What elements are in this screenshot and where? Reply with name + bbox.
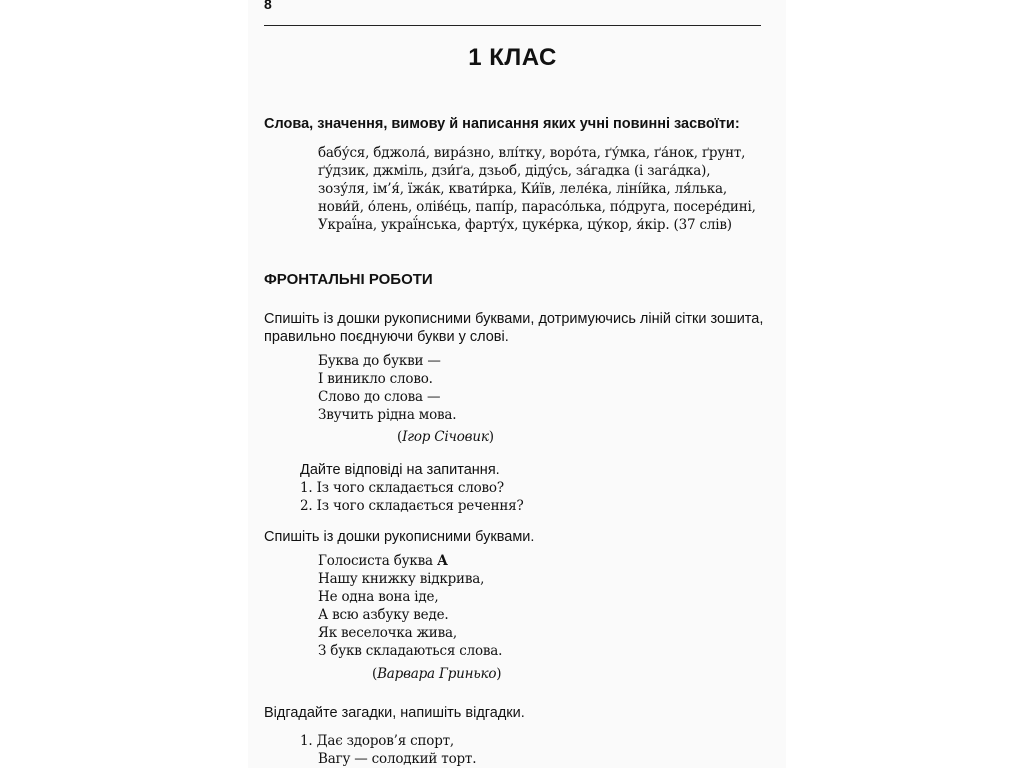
words-heading: Слова, значення, вимову й написання яких учні повинні засвоїти: [264, 116, 740, 132]
section-title: ФРОНТАЛЬНІ РОБОТИ [264, 271, 433, 288]
task3-instruction: Спишіть із дошки рукописними буквами. [264, 529, 535, 545]
poem-line: З букв складаються слова. [318, 643, 503, 659]
poem-line: Як веселочка жива, [318, 625, 457, 641]
words-line: бабу́ся, бджола́, вира́зно, влі́тку, воро́та, ґу́мка, ґа́нок, ґрунт, [318, 145, 746, 161]
poem-author: (Ігор Січовик) [397, 429, 494, 445]
task4-instruction: Відгадайте загадки, напишіть відгадки. [264, 705, 525, 721]
question-item: 2. Із чого складається речення? [300, 498, 524, 514]
question-item: 1. Із чого складається слово? [300, 480, 504, 496]
words-line: нови́й, о́лень, олів́е́ць, папі́р, парасо́лька, по́друга, посере́дині, [318, 199, 756, 215]
poem-line: А всю азбуку веде. [318, 607, 449, 623]
author-name: Варвара Гринько [377, 666, 497, 682]
header-rule [264, 25, 761, 26]
author-name: Ігор Січовик [402, 429, 489, 445]
poem-line-text: Голосиста буква [318, 553, 437, 569]
riddle-line: Вагу — солодкий торт. [318, 751, 477, 767]
task1-instruction: правильно поєднуючи букви у слові. [264, 329, 509, 345]
bold-letter: А [436, 553, 448, 569]
riddle-line: 1. Дає здоров’я спорт, [300, 733, 455, 749]
poem-line: Звучить рідна мова. [318, 407, 457, 423]
poem-line: Буква до букви — [318, 353, 441, 369]
poem-line: Слово до слова — [318, 389, 441, 405]
words-line: Украї́на, украї́нська, фарту́х, цуке́рка, цу́кор, я́кір. (37 слів) [318, 217, 732, 233]
task2-instruction: Дайте відповіді на запитання. [300, 462, 500, 478]
words-line: ґу́дзик, джміль, дзи́ґа, дзьоб, діду́сь, за́гадка (і зага́дка), [318, 163, 711, 179]
poem-line: Не одна вона іде, [318, 589, 439, 605]
page-title: 1 КЛАС [468, 44, 557, 71]
poem-line: Нашу книжку відкрива, [318, 571, 485, 587]
poem-line: І виникло слово. [318, 371, 433, 387]
words-line: зозу́ля, ім’я́, їжа́к, квати́рка, Ки́їв, леле́ка, ліні́йка, ля́лька, [318, 181, 727, 197]
task1-instruction: Спишіть із дошки рукописними буквами, дотримуючись ліній сітки зошита, [264, 311, 764, 327]
page-number: 8 [264, 0, 272, 12]
poem-author: (Варвара Гринько) [372, 666, 502, 682]
poem-line [318, 553, 448, 569]
